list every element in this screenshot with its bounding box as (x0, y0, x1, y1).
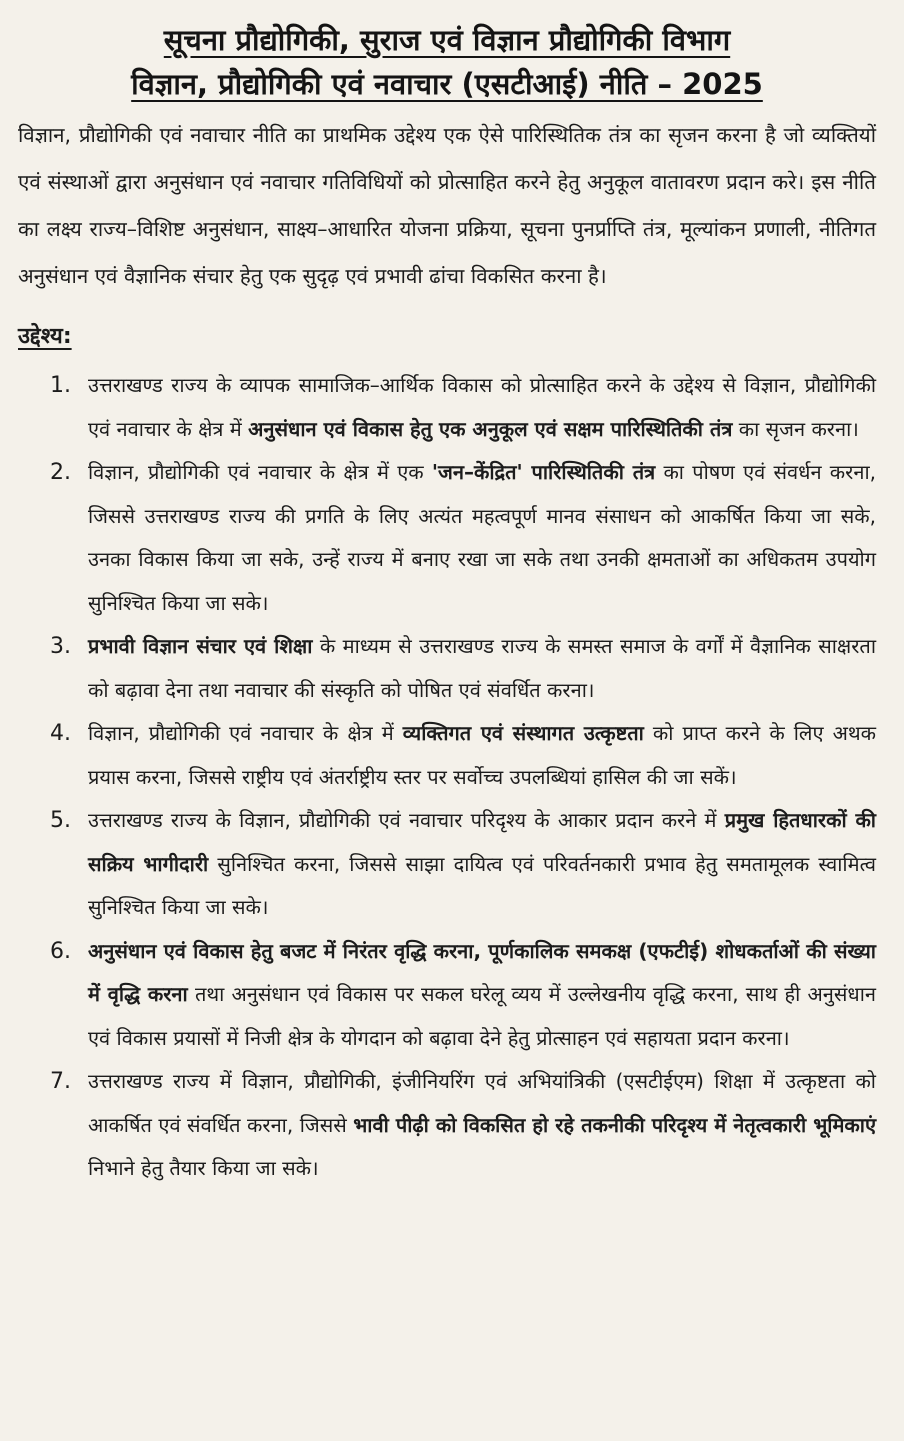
objective-item (18, 1060, 876, 1191)
objective-emphasis: अनुसंधान एवं विकास हेतु एक अनुकूल एवं सक्षम पारिस्थितिकी तंत्र (248, 416, 733, 441)
objective-item (18, 799, 876, 930)
objective-emphasis: प्रभावी विज्ञान संचार एवं शिक्षा (88, 634, 313, 658)
objectives-list (18, 364, 876, 1191)
objective-number: 2. (50, 460, 71, 485)
objective-emphasis: 'जन–केंद्रित' पारिस्थितिकी तंत्र (431, 460, 656, 484)
objective-emphasis: भावी पीढ़ी को विकसित हो रहे तकनीकी परिदृश्य में नेतृत्वकारी भूमिकाएं (353, 1112, 876, 1137)
objective-number: 4. (50, 721, 71, 746)
objective-number: 1. (50, 373, 71, 398)
objective-text: तथा अनुसंधान एवं विकास पर सकल घरेलू व्यय में उल्लेखनीय वृद्धि करना, साथ ही अनुसंधान एवं विकास प्रयासों में निजी क्षेत्र के योगदान को बढ़ावा देने हेतु प्रोत्साहन एवं सहायता प्रदान करना। (88, 982, 876, 1050)
objective-item (18, 451, 876, 625)
objective-text: का पोषण एवं संवर्धन करना, जिससे उत्तराखण्ड राज्य की प्रगति के लिए अत्यंत महत्वपूर्ण मानव संसाधन को आकर्षित किया जा सके, उनका विकास किया जा सके, उन्हें राज्य में बनाए रखा जा सके तथा उनकी क्षमताओं का अधिकतम उपयोग सुनिश्चित किया जा सके। (88, 460, 876, 615)
objective-emphasis: अनुसंधान एवं विकास हेतु बजट में निरंतर वृद्धि करना, पूर्णकालिक समकक्ष (एफटीई) शोधकर्ताओं की संख्या में वृद्धि करना (88, 938, 876, 1006)
objective-number: 5. (50, 808, 71, 833)
objective-text: विज्ञान, प्रौद्योगिकी एवं नवाचार के क्षेत्र में (88, 721, 403, 745)
objective-item (18, 712, 876, 799)
objective-item (18, 364, 876, 451)
objective-text: विज्ञान, प्रौद्योगिकी एवं नवाचार के क्षेत्र में एक (88, 460, 432, 484)
objective-number: 6. (50, 938, 71, 964)
objective-text: को प्राप्त करने के लिए अथक प्रयास करना, जिससे राष्ट्रीय एवं अंतर्राष्ट्रीय स्तर पर सर्वोच्च उपलब्धियां हासिल की जा सकें। (88, 721, 877, 789)
intro-paragraph: विज्ञान, प्रौद्योगिकी एवं नवाचार नीति का प्राथमिक उद्देश्य एक ऐसे पारिस्थितिक तंत्र का सृजन करना है जो व्यक्तियों एवं संस्थाओं द्वारा अनुसंधान एवं नवाचार गतिविधियों को प्रोत्साहित करने हेतु अनुकूल वातावरण प्रदान करे। इस नीति का लक्ष्य राज्य–विशिष्ट अनुसंधान, साक्ष्य–आधारित योजना प्रक्रिया, सूचना पुनर्प्राप्ति तंत्र, मूल्यांकन प्रणाली, नीतिगत अनुसंधान एवं वैज्ञानिक संचार हेतु एक सुदृढ़ एवं प्रभावी ढांचा विकसित करना है। (18, 123, 876, 288)
objectives-heading: उद्देश्य: (18, 324, 72, 349)
objective-text: उत्तराखण्ड राज्य के व्यापक सामाजिक–आर्थिक विकास को प्रोत्साहित करने के उद्देश्य से विज्ञान, प्रौद्योगिकी एवं नवाचार के क्षेत्र में (88, 373, 876, 441)
objective-emphasis: प्रमुख हितधारकों की सक्रिय भागीदारी (88, 808, 876, 876)
policy-title: विज्ञान, प्रौद्योगिकी एवं नवाचार (एसटीआई) नीति – 2025 (131, 67, 763, 101)
objective-number: 3. (50, 634, 71, 659)
objective-emphasis: व्यक्तिगत एवं संस्थागत उत्कृष्टता (402, 721, 644, 745)
objective-text: उत्तराखण्ड राज्य में विज्ञान, प्रौद्योगिकी, इंजीनियरिंग एवं अभियांत्रिकी (एसटीईएम) शिक्षा में उत्कृष्टता को आकर्षित एवं संवर्धित करना, जिससे (88, 1069, 876, 1137)
objective-text: के माध्यम से उत्तराखण्ड राज्य के समस्त समाज के वर्गों में वैज्ञानिक साक्षरता को बढ़ावा देना तथा नवाचार की संस्कृति को पोषित एवं संवर्धित करना। (88, 634, 877, 702)
objective-text: निभाने हेतु तैयार किया जा सके। (88, 1156, 319, 1180)
department-title: सूचना प्रौद्योगिकी, सुराज एवं विज्ञान प्रौद्योगिकी विभाग (163, 23, 731, 57)
objective-text: उत्तराखण्ड राज्य के विज्ञान, प्रौद्योगिकी एवं नवाचार परिदृश्य के आकार प्रदान करने में (88, 808, 725, 832)
objective-text: का सृजन करना। (732, 416, 859, 441)
objective-text: सुनिश्चित करना, जिससे साझा दायित्व एवं परिवर्तनकारी प्रभाव हेतु समतामूलक स्वामित्व सुनिश्चित किया जा सके। (88, 851, 876, 919)
objective-item (18, 625, 876, 712)
objective-number: 7. (50, 1069, 71, 1094)
objective-item (18, 930, 876, 1061)
